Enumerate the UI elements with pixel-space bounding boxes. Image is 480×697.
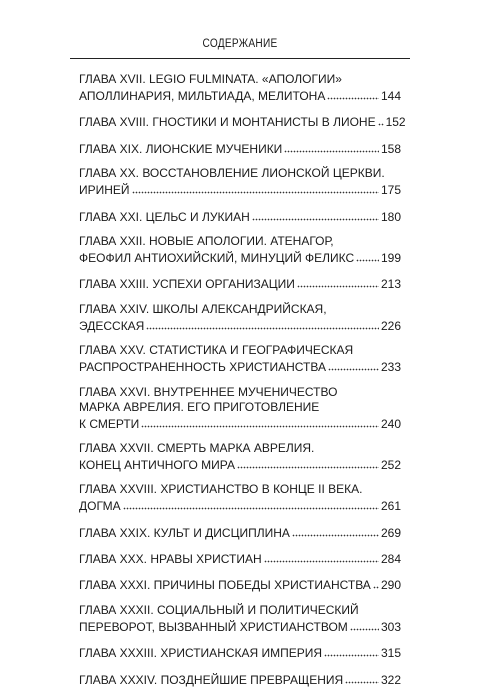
toc-entry-text: ГЛАВА XXVIII. ХРИСТИАНСТВО В КОНЦЕ II ВЕКА. [79, 482, 363, 497]
table-of-contents [79, 72, 406, 697]
toc-entry-text: РАСПРОСТРАНЕННОСТЬ ХРИСТИАНСТВА [79, 360, 326, 375]
toc-entry-text: ГЛАВА XXIII. УСПЕХИ ОРГАНИЗАЦИИ [79, 277, 295, 292]
toc-entry-text: ГЛАВА XXI. ЦЕЛЬС И ЛУКИАН [79, 209, 250, 224]
toc-page-number: 144 [380, 89, 401, 103]
dot-leader [264, 550, 379, 563]
dot-leader [327, 87, 379, 100]
dot-leader [297, 275, 379, 288]
toc-page-number: 252 [380, 457, 401, 472]
toc-entry-title [79, 482, 401, 497]
toc-entry [79, 482, 401, 514]
toc-entry-text: ГЛАВА XXVII. СМЕРТЬ МАРКА АВРЕЛИЯ. [79, 440, 315, 455]
toc-entry [79, 275, 401, 292]
toc-entry [79, 72, 401, 104]
toc-entry-text: ГЛАВА XXIV. ШКОЛЫ АЛЕКСАНДРИЙСКАЯ, [79, 301, 327, 316]
toc-entry [79, 576, 401, 593]
dot-leader [350, 618, 379, 631]
toc-entry-text: АПОЛЛИНАРИЯ, МИЛЬТИАДА, МЕЛИТОНА [79, 89, 326, 103]
toc-entry-title [79, 343, 401, 358]
toc-page-number: 180 [380, 209, 401, 224]
toc-entry [79, 140, 401, 157]
dot-leader [141, 415, 379, 428]
toc-entry-text: ГЛАВА XVIII. ГНОСТИКИ И МОНТАНИСТЫ В ЛИОНЕ [79, 115, 376, 130]
toc-entry-text: ИРИНЕЙ [79, 183, 130, 198]
toc-entry-text: ГЛАВА XIX. ЛИОНСКИЕ МУЧЕНИКИ [79, 141, 283, 156]
toc-page-number: 269 [380, 525, 401, 540]
toc-page-number: 226 [380, 318, 401, 333]
toc-entry-title-continuation [79, 456, 401, 473]
toc-entry [79, 550, 401, 567]
toc-page-number: 261 [380, 499, 401, 514]
dot-leader [378, 113, 384, 126]
toc-page-number: 175 [380, 183, 401, 198]
toc-entry-title [79, 302, 401, 317]
toc-entry-title-continuation [79, 87, 401, 104]
dot-leader [328, 358, 379, 371]
dot-leader [284, 140, 379, 153]
toc-entry-title-continuation [79, 249, 401, 266]
dot-leader [292, 524, 379, 537]
toc-entry-text: ФЕОФИЛ АНТИОХИЙСКИЙ, МИНУЦИЙ ФЕЛИКС [79, 250, 355, 265]
toc-page-number: 303 [380, 619, 401, 634]
toc-entry-text: ГЛАВА XXV. СТАТИСТИКА И ГЕОГРАФИЧЕСКАЯ [79, 343, 354, 358]
toc-entry-text: КОНЕЦ АНТИЧНОГО МИРА [79, 457, 236, 472]
toc-page-number: 240 [380, 416, 401, 431]
toc-entry-text: ГЛАВА XXXI. ПРИЧИНЫ ПОБЕДЫ ХРИСТИАНСТВА [79, 578, 371, 593]
toc-entry-title-continuation [79, 415, 401, 432]
toc-entry-text: ПЕРЕВОРОТ, ВЫЗВАННЫЙ ХРИСТИАНСТВОМ [79, 619, 348, 634]
toc-page-number: 158 [380, 141, 401, 156]
toc-entry-title [79, 72, 401, 87]
header-rule [70, 58, 410, 59]
toc-page-number: 152 [385, 115, 406, 130]
dot-leader [132, 181, 379, 194]
toc-entry [79, 343, 401, 375]
dot-leader [123, 497, 379, 510]
toc-entry [79, 644, 401, 661]
toc-entry-text: ГЛАВА XXVI. ВНУТРЕННЕЕ МУЧЕНИЧЕСТВО [79, 384, 338, 399]
toc-entry-title-continuation [79, 400, 401, 415]
toc-entry-title-continuation [79, 317, 401, 334]
toc-entry-title [79, 234, 401, 249]
toc-page-number: 322 [380, 672, 401, 687]
toc-entry-title [79, 671, 401, 688]
toc-entry-title-continuation [79, 358, 401, 375]
toc-page-number: 315 [380, 646, 401, 661]
dot-leader [324, 644, 379, 657]
toc-entry-text: ГЛАВА XXX. НРАВЫ ХРИСТИАН [79, 552, 262, 567]
toc-entry [79, 441, 401, 473]
dot-leader [345, 671, 379, 684]
dot-leader [356, 249, 379, 262]
toc-entry-text: МАРКА АВРЕЛИЯ. ЕГО ПРИГОТОВЛЕНИЕ [79, 399, 320, 414]
toc-page-number: 199 [380, 250, 401, 265]
toc-page-number: 290 [380, 578, 401, 593]
running-header: СОДЕРЖАНИЕ [202, 38, 278, 50]
toc-entry-title [79, 113, 406, 130]
toc-entry-title-continuation [79, 497, 401, 514]
toc-page-number: 233 [380, 360, 401, 375]
toc-entry-text: ГЛАВА XXII. НОВЫЕ АПОЛОГИИ. АТЕНАГОР, [79, 233, 334, 248]
toc-entry-title [79, 644, 401, 661]
toc-entry [79, 524, 401, 541]
toc-entry-title [79, 550, 401, 567]
toc-entry-title [79, 208, 401, 225]
dot-leader [146, 317, 379, 330]
toc-entry-text: К СМЕРТИ [79, 416, 140, 431]
toc-entry-text: ГЛАВА XXXII. СОЦИАЛЬНЫЙ И ПОЛИТИЧЕСКИЙ [79, 602, 359, 617]
toc-page-number: 213 [380, 277, 401, 292]
toc-entry-title [79, 603, 401, 618]
toc-entry-title [79, 166, 401, 181]
toc-entry-text: ЭДЕССКАЯ [79, 318, 145, 333]
toc-entry-title-continuation [79, 618, 401, 635]
toc-entry-text: ГЛАВА XXXIII. ХРИСТИАНСКАЯ ИМПЕРИЯ [79, 646, 323, 661]
dot-leader [373, 576, 379, 589]
toc-entry [79, 166, 401, 198]
toc-entry-title [79, 441, 401, 456]
dot-leader [252, 208, 379, 221]
toc-entry [79, 671, 401, 688]
toc-entry-text: ГЛАВА XXIX. КУЛЬТ И ДИСЦИПЛИНА [79, 525, 290, 540]
toc-entry-title [79, 140, 401, 157]
toc-entry-text: ГЛАВА XVII. LEGIO FULMINATA. «АПОЛОГИИ» [79, 72, 342, 86]
toc-entry-title [79, 385, 401, 400]
toc-entry-title [79, 275, 401, 292]
toc-entry [79, 385, 401, 432]
toc-entry [79, 603, 401, 635]
toc-page-number: 284 [380, 552, 401, 567]
toc-entry-text: ДОГМА [79, 499, 121, 514]
toc-entry-text: ГЛАВА XXXIV. ПОЗДНЕЙШИЕ ПРЕВРАЩЕНИЯ [79, 672, 344, 687]
toc-entry-title [79, 524, 401, 541]
dot-leader [237, 456, 379, 469]
toc-entry-title-continuation [79, 181, 401, 198]
toc-entry-title [79, 576, 401, 593]
toc-entry [79, 302, 401, 334]
toc-entry [79, 113, 406, 130]
toc-entry [79, 208, 401, 225]
toc-entry-text: ГЛАВА XX. ВОССТАНОВЛЕНИЕ ЛИОНСКОЙ ЦЕРКВИ. [79, 166, 385, 181]
toc-entry [79, 234, 401, 266]
